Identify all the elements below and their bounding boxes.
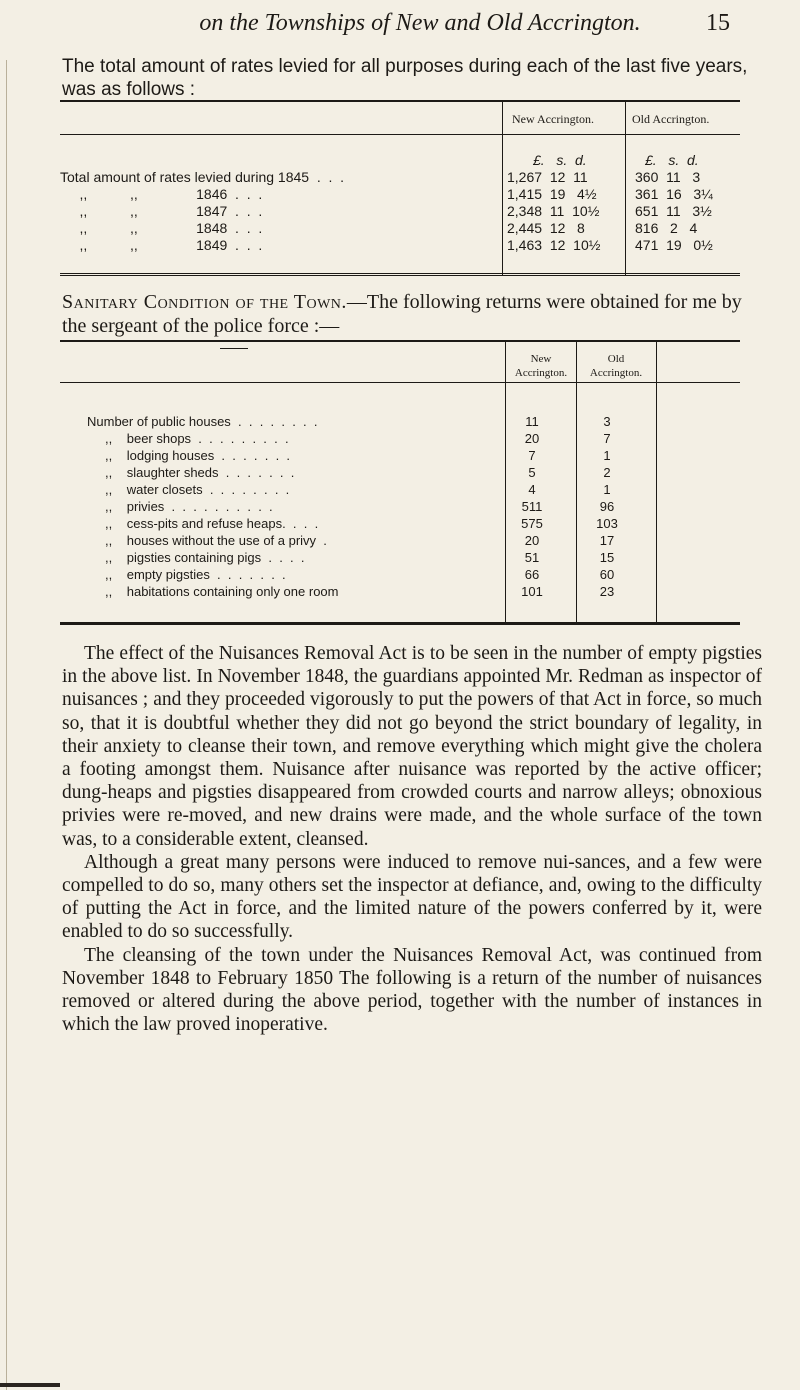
row-label: ,, habitations containing only one room (87, 584, 339, 599)
table-row (60, 431, 740, 448)
column-header-old-line1: Old (607, 353, 625, 365)
value-old: 23 (599, 584, 615, 599)
value-new: 51 (524, 550, 540, 565)
paragraph: The effect of the Nuisances Removal Act is to be seen in the number of empty pigsties in the above list. In November 1848, the guardians appointed Mr. Redman as inspector of nuisances ; and they proceeded vigorously to put the powers of that Act in force, so much so, that it is doubtful whether they did not go beyond the strict boundary of legality, in their anxiety to cleanse their town, and remove everything which might give the cholera a footing amongst them. Nuisance after nuisance was reported by the active officer; dung-heaps and pigsties disappeared from crowded courts and narrow alleys; obnoxious privies were re-moved, and new drains were made, and the whole surface of the town was, to a considerable extent, cleansed. (62, 643, 762, 850)
section-title: Sanitary Condition of the Town. (62, 291, 347, 313)
column-header-new-line2: Accrington. (514, 367, 568, 379)
value-new: 11 (525, 414, 539, 429)
value-old: 360 11 3 (635, 169, 701, 185)
value-old: 7 (603, 431, 611, 446)
units-row (60, 152, 740, 169)
table-row (60, 516, 740, 533)
table-rule-header (60, 134, 740, 135)
value-old: 816 2 4 (635, 220, 698, 236)
units-old: £. s. d. (645, 152, 699, 168)
table-row (60, 237, 740, 254)
table-row (60, 186, 740, 203)
table-row (60, 499, 740, 516)
value-old: 60 (599, 567, 615, 582)
value-old: 1 (603, 448, 611, 463)
value-new: 7 (528, 448, 536, 463)
value-old: 103 (596, 516, 618, 531)
value-old: 96 (599, 499, 615, 514)
paragraph: Although a great many persons were induced to remove nui-sances, and a few were compelled to do so, many others set the inspector at defiance, and, owing to the difficulty of putting the Act in force, and the limited nature of the powers conferred by it, were enabled to do so successfully. (62, 851, 762, 943)
table-rule-bottom2 (60, 275, 740, 276)
row-label: ,, cess-pits and refuse heaps. . . . (87, 516, 319, 531)
row-label: ,, houses without the use of a privy . (87, 533, 327, 548)
table-row (60, 465, 740, 482)
table-row (60, 414, 740, 431)
column-header-new-line1: New (530, 353, 552, 365)
section-text: —The following returns were obtained for me by the sergeant of the police force :— (62, 291, 742, 337)
row-label: Total amount of rates levied during 1845 . . . (60, 169, 345, 185)
value-old: 15 (599, 550, 615, 565)
row-label: ,, empty pigsties . . . . . . . (87, 567, 286, 582)
column-header-old (577, 352, 655, 380)
table-row (60, 220, 740, 237)
running-head-title: on the Townships of New and Old Accrington. (199, 10, 641, 36)
value-new: 2,445 12 8 (507, 220, 585, 236)
table-row (60, 533, 740, 550)
value-new: 5 (528, 465, 536, 480)
page-margin-mark (0, 1383, 60, 1387)
value-new: 1,267 12 11 (507, 169, 588, 185)
value-new: 20 (524, 533, 540, 548)
table-rule-header (60, 382, 740, 383)
row-label: ,, beer shops . . . . . . . . . (87, 431, 289, 446)
value-new: 2,348 11 10½ (507, 203, 600, 219)
table-row (60, 169, 740, 186)
row-label: ,, ,, 1847 . . . (60, 203, 263, 219)
value-old: 471 19 0½ (635, 237, 713, 253)
table-row (60, 584, 740, 601)
value-old: 651 11 3½ (635, 203, 712, 219)
value-old: 3 (603, 414, 611, 429)
row-label: Number of public houses . . . . . . . . (87, 414, 318, 429)
value-old: 17 (599, 533, 615, 548)
column-header-old-line2: Accrington. (589, 367, 643, 379)
value-new: 101 (521, 584, 543, 599)
table-row (60, 203, 740, 220)
table-row (60, 550, 740, 567)
table-rule-bottom (60, 273, 740, 274)
row-label: ,, ,, 1848 . . . (60, 220, 263, 236)
column-header-new (509, 352, 573, 380)
value-new: 1,463 12 10½ (507, 237, 601, 253)
row-label: ,, lodging houses . . . . . . . (87, 448, 291, 463)
intro-paragraph: The total amount of rates levied for all purposes during each of the last five years, was as follows : (62, 56, 748, 100)
table-rule-bottom (60, 622, 740, 625)
column-header-old: Old Accrington. (632, 112, 710, 126)
value-old: 361 16 3¼ (635, 186, 713, 202)
row-label: ,, ,, 1849 . . . (60, 237, 263, 253)
column-header-new: New Accrington. (512, 112, 594, 126)
value-new: 575 (521, 516, 543, 531)
value-new: 511 (521, 499, 543, 514)
value-new: 1,415 19 4½ (507, 186, 597, 202)
row-label: ,, pigsties containing pigs . . . . (87, 550, 305, 565)
table-rule-top (60, 340, 740, 342)
units-new: £. s. d. (533, 152, 587, 168)
page-number: 15 (706, 10, 730, 36)
value-new: 66 (524, 567, 540, 582)
table-row (60, 567, 740, 584)
value-old: 1 (603, 482, 611, 497)
row-label: ,, privies . . . . . . . . . . (87, 499, 273, 514)
header-dash (220, 348, 248, 349)
table-row (60, 448, 740, 465)
section-heading (62, 290, 752, 338)
table-row (60, 482, 740, 499)
value-new: 20 (524, 431, 540, 446)
body-text (62, 642, 762, 1036)
value-new: 4 (528, 482, 536, 497)
row-label: ,, slaughter sheds . . . . . . . (87, 465, 295, 480)
row-label: ,, water closets . . . . . . . . (87, 482, 290, 497)
paragraph: The cleansing of the town under the Nuisances Removal Act, was continued from November 1848 to February 1850 The following is a return of the number of nuisances removed or altered during the above period, together with the number of instances in which the law proved inoperative. (62, 944, 762, 1036)
table-rule-top2 (60, 101, 740, 102)
row-label: ,, ,, 1846 . . . (60, 186, 263, 202)
running-head (110, 10, 730, 37)
page-margin-shadow (6, 60, 7, 1390)
value-old: 2 (603, 465, 611, 480)
